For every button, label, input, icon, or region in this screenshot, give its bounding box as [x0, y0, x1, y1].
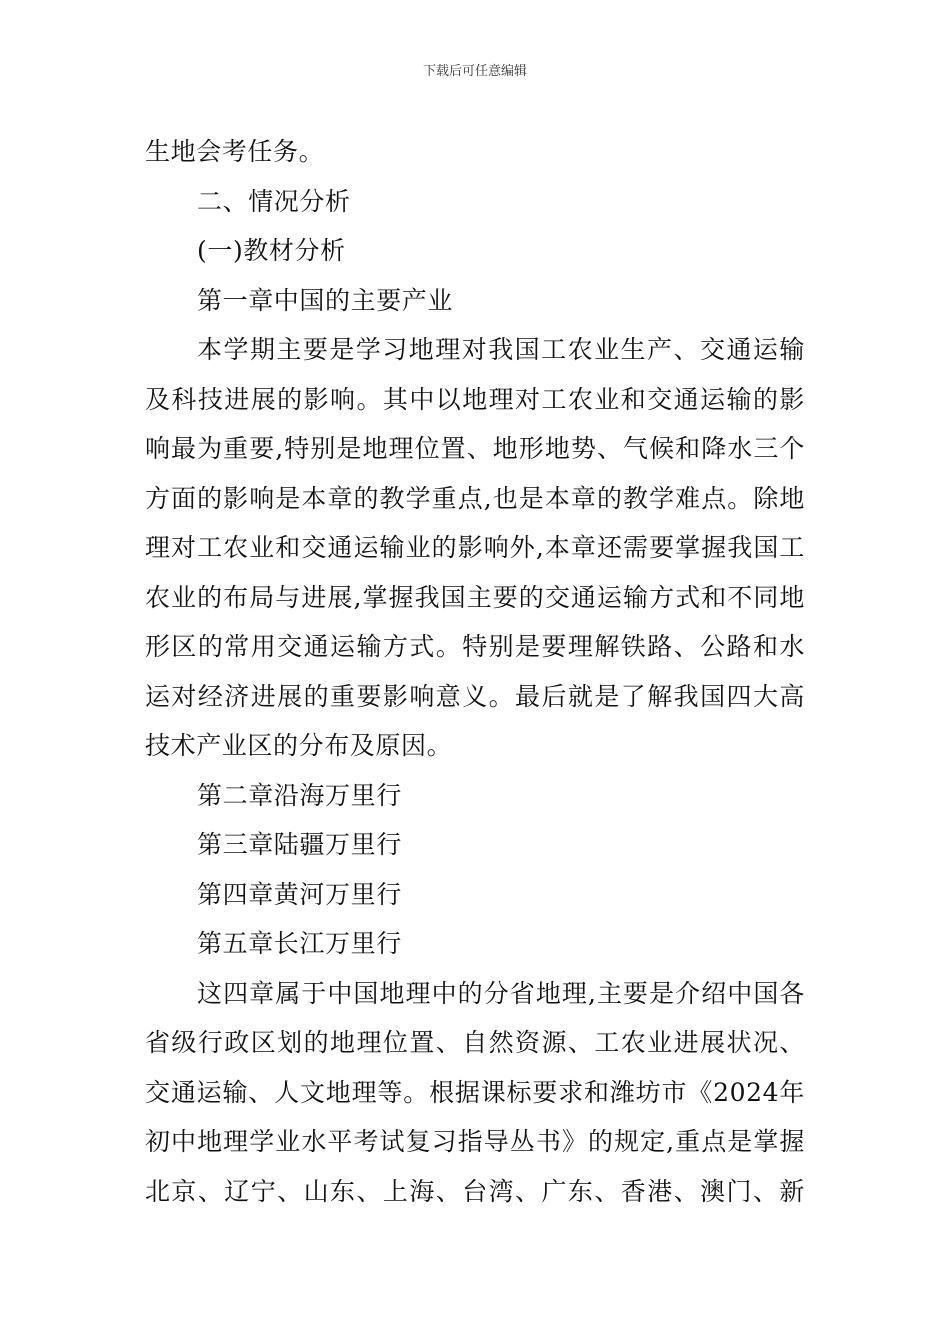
text-line: 形区的常用交通运输方式。特别是要理解铁路、公路和水 — [145, 632, 805, 661]
text-line: 北京、辽宁、山东、上海、台湾、广东、香港、澳门、新 — [145, 1176, 805, 1206]
text-line: 这四章属于中国地理中的分省地理,主要是介绍中国各 — [197, 978, 805, 1008]
text-line: 理对工农业和交通运输业的影响外,本章还需要掌握我国工 — [145, 533, 805, 562]
text-line: 初中地理学业水平考试复习指导丛书》的规定,重点是掌握 — [145, 1127, 805, 1156]
text-line: 省级行政区划的地理位置、自然资源、工农业进展状况、 — [145, 1028, 805, 1057]
text-line: 运对经济进展的重要影响意义。最后就是了解我国四大高 — [145, 681, 805, 711]
document-body — [145, 127, 805, 1216]
text-line: 生地会考任务。 — [145, 137, 325, 166]
page-header: 下载后可任意编辑 — [422, 64, 527, 79]
chapter-title: 第一章中国的主要产业 — [197, 285, 454, 315]
chapter-title: 第三章陆疆万里行 — [197, 830, 402, 859]
text-line: 技术产业区的分布及原因。 — [145, 731, 453, 760]
text-line: 方面的影响是本章的教学重点,也是本章的教学难点。除地 — [145, 483, 805, 513]
section-heading: 二、情况分析 — [197, 186, 351, 216]
chapter-title: 第四章黄河万里行 — [197, 879, 402, 909]
text-line: 本学期主要是学习地理对我国工农业生产、交通运输 — [197, 335, 805, 364]
chapter-title: 第二章沿海万里行 — [197, 780, 402, 810]
text-line: 及科技进展的影响。其中以地理对工农业和交通运输的影 — [145, 384, 805, 414]
text-line: 农业的布局与进展,掌握我国主要的交通运输方式和不同地 — [145, 582, 805, 612]
subsection-heading: (一)教材分析 — [197, 236, 346, 265]
chapter-title: 第五章长江万里行 — [197, 929, 402, 958]
text-line: 交通运输、人文地理等。根据课标要求和潍坊市《2024年 — [145, 1077, 805, 1107]
text-line: 响最为重要,特别是地理位置、地形地势、气候和降水三个 — [145, 434, 805, 463]
